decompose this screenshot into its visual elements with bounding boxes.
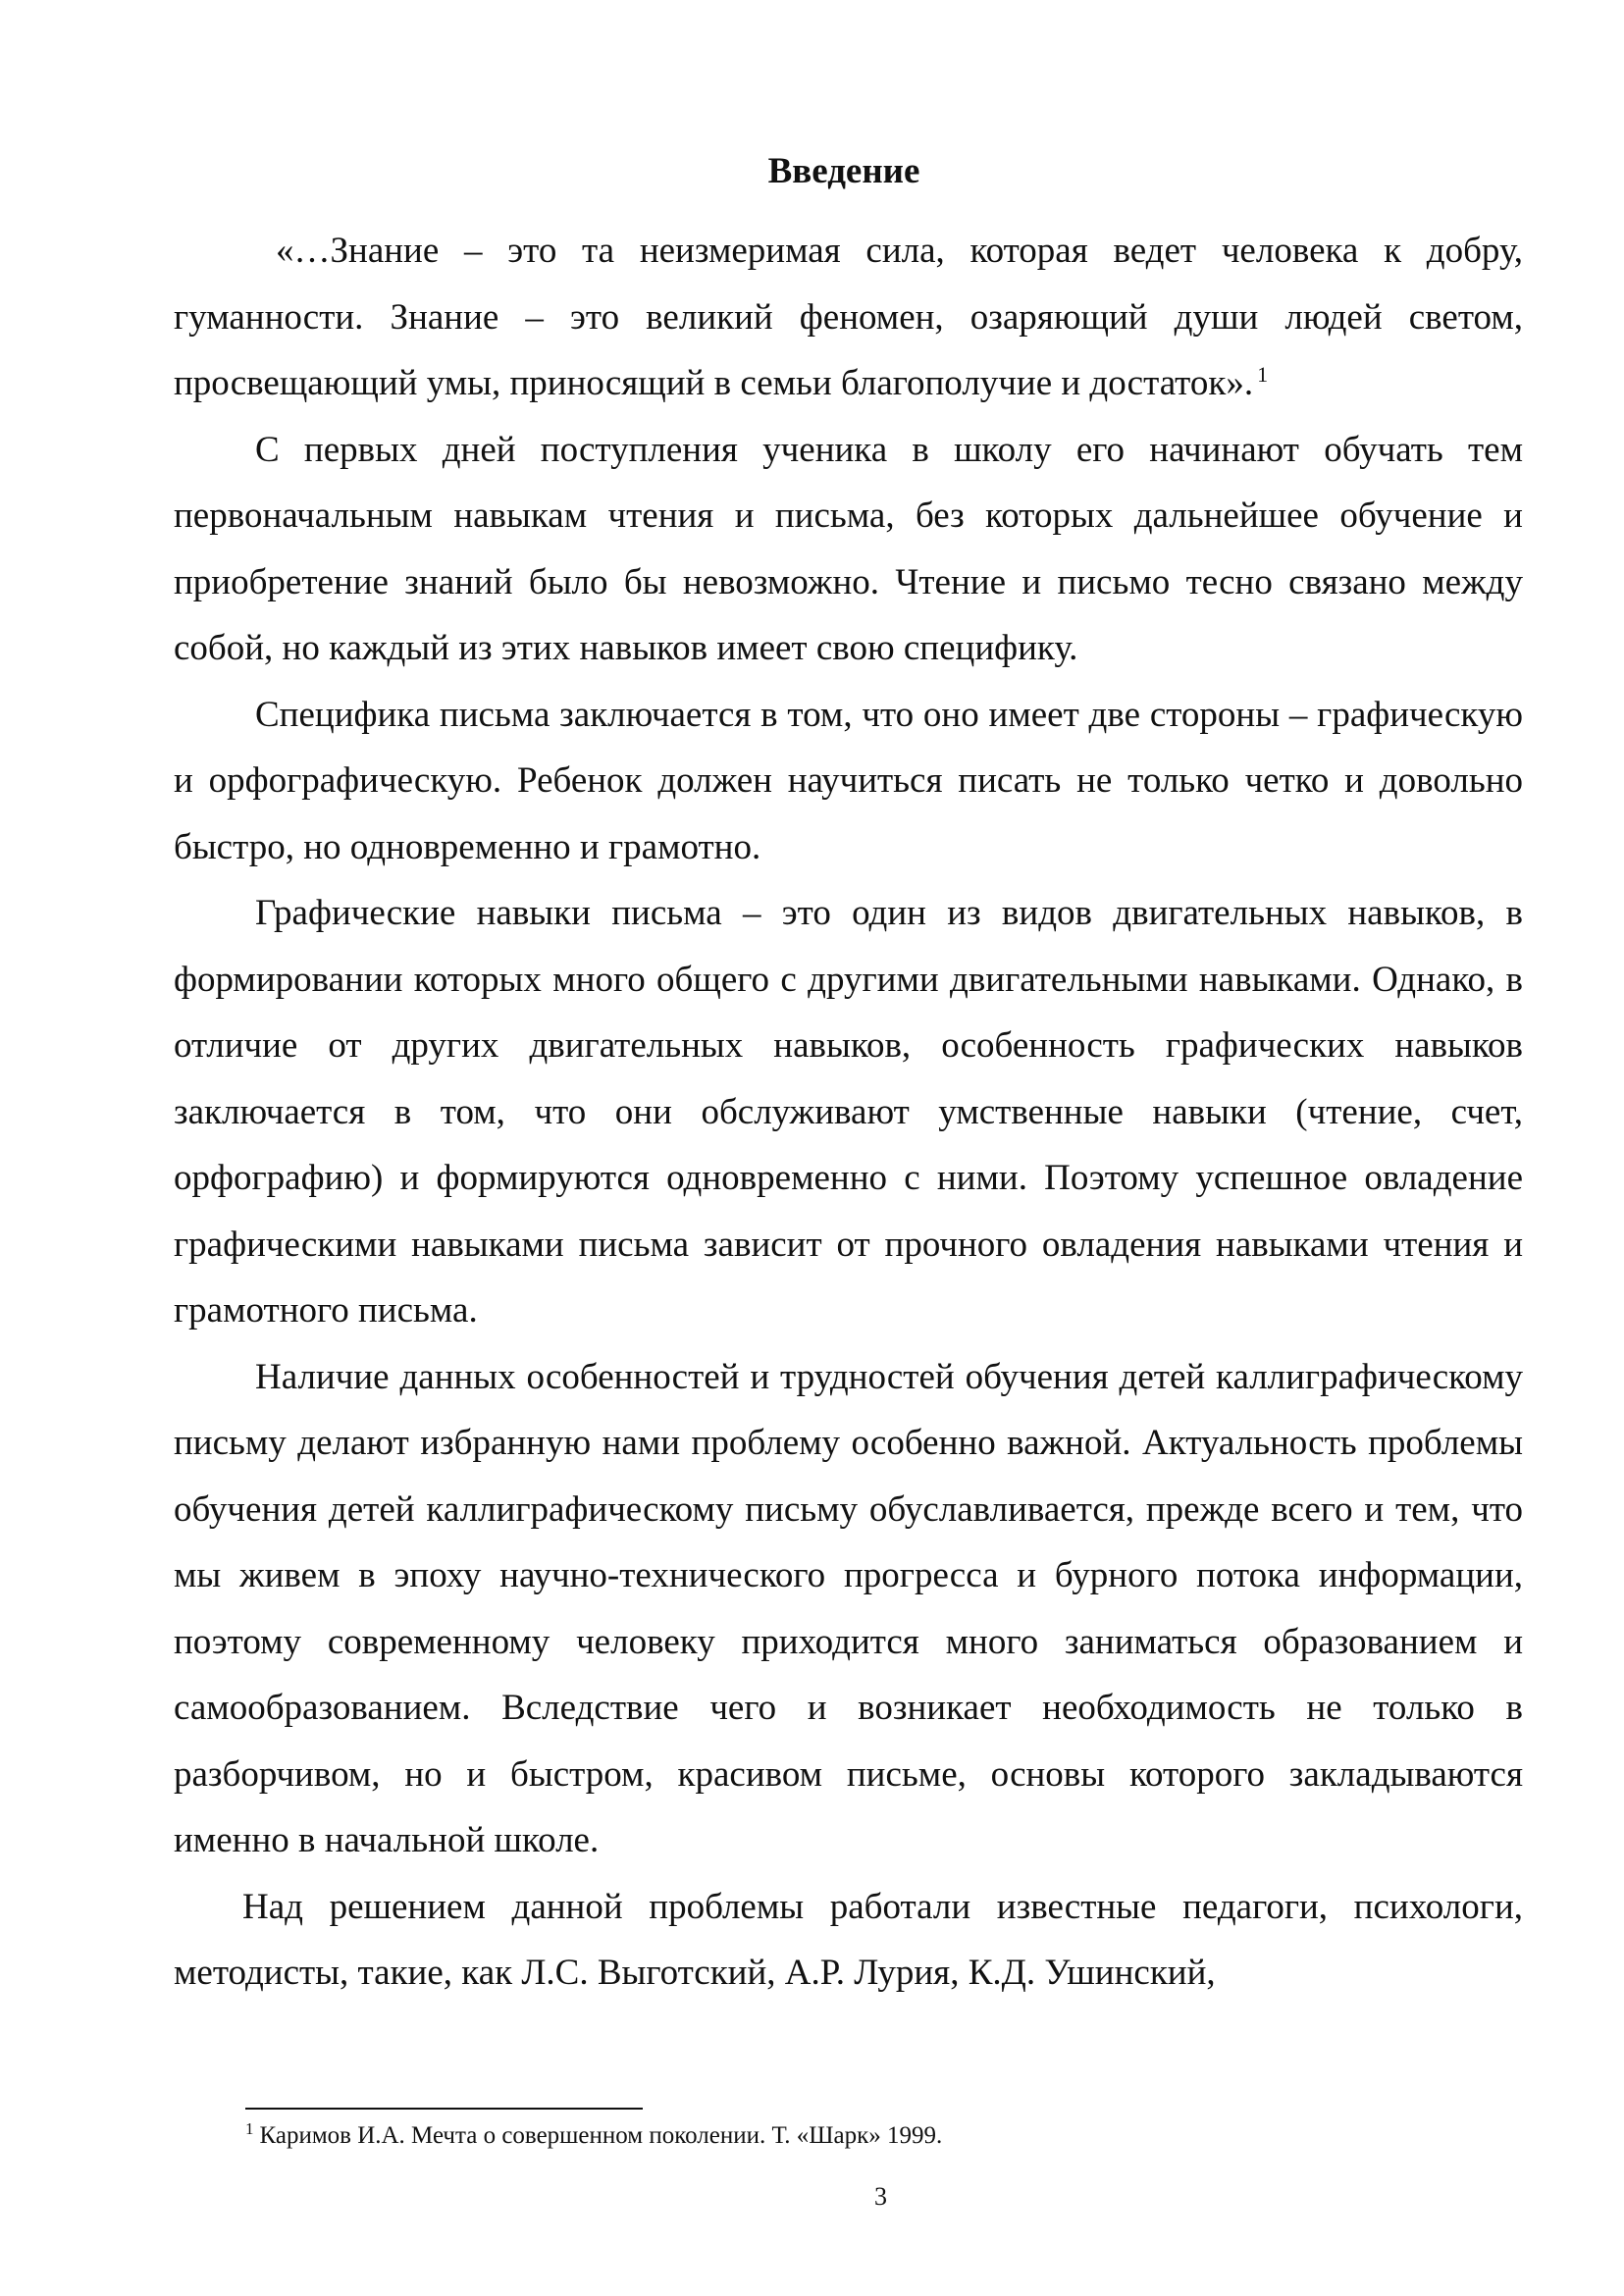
paragraph-4: Наличие данных особенностей и трудностей обучения детей каллиграфическому письму делают избранную нами проблему особенно важной. Актуальность проблемы обучения детей каллиграфическому письму обуславливается, прежде всего и тем, что мы живем в эпоху научно-технического прогресса и бурного потока информации, поэтому современному человеку приходится много заниматься образованием и самообразованием. Вследствие чего и возникает необходимость не только в разборчивом, но и быстром, красивом письме, основы которого закладываются именно в начальной школе. [174,1356,1523,1860]
page-number: 3 [874,2182,887,2211]
footnote-text: Каримов И.А. Мечта о совершенном поколении. Т. «Шарк» 1999. [259,2122,943,2149]
epigraph-quote [174,218,1523,417]
footnote-reference[interactable]: 1 [1257,361,1269,387]
footnote [245,2119,942,2153]
footnote-separator [245,2108,643,2110]
page-title: Введение [767,151,920,191]
epigraph-quote-text: «…Знание – это та неизмеримая сила, которая ведет человека к добру, гуманности. Знание – это великий феномен, озаряющий души людей светом, просвещающий умы, приносящий в семьи благополучие и достаток». [174,231,1523,403]
body-text [174,218,1523,2007]
paragraph-1: С первых дней поступления ученика в школу его начинают обучать тем первоначальным навыкам чтения и письма, без которых дальнейшее обучение и приобретение знаний было бы невозможно. Чтение и письмо тесно связано между собой, но каждый из этих навыков имеет свою специфику. [174,429,1523,668]
footnote-mark: 1 [245,2118,254,2138]
paragraph-5: Над решением данной проблемы работали известные педагоги, психологи, методисты, такие, как Л.С. Выготский, А.Р. Лурия, К.Д. Ушинский, [174,1886,1523,1993]
paragraph-2: Специфика письма заключается в том, что оно имеет две стороны – графическую и орфографическую. Ребенок должен научиться писать не только четко и довольно быстро, но одновременно и грамотно. [174,694,1523,867]
paragraph-3: Графические навыки письма – это один из видов двигательных навыков, в формировании которых много общего с другими двигательными навыками. Однако, в отличие от других двигательных навыков, особенность графических навыков заключается в том, что они обслуживают умственные навыки (чтение, счет, орфографию) и формируются одновременно с ними. Поэтому успешное овладение графическими навыками письма зависит от прочного овладения навыками чтения и грамотного письма. [174,893,1523,1331]
